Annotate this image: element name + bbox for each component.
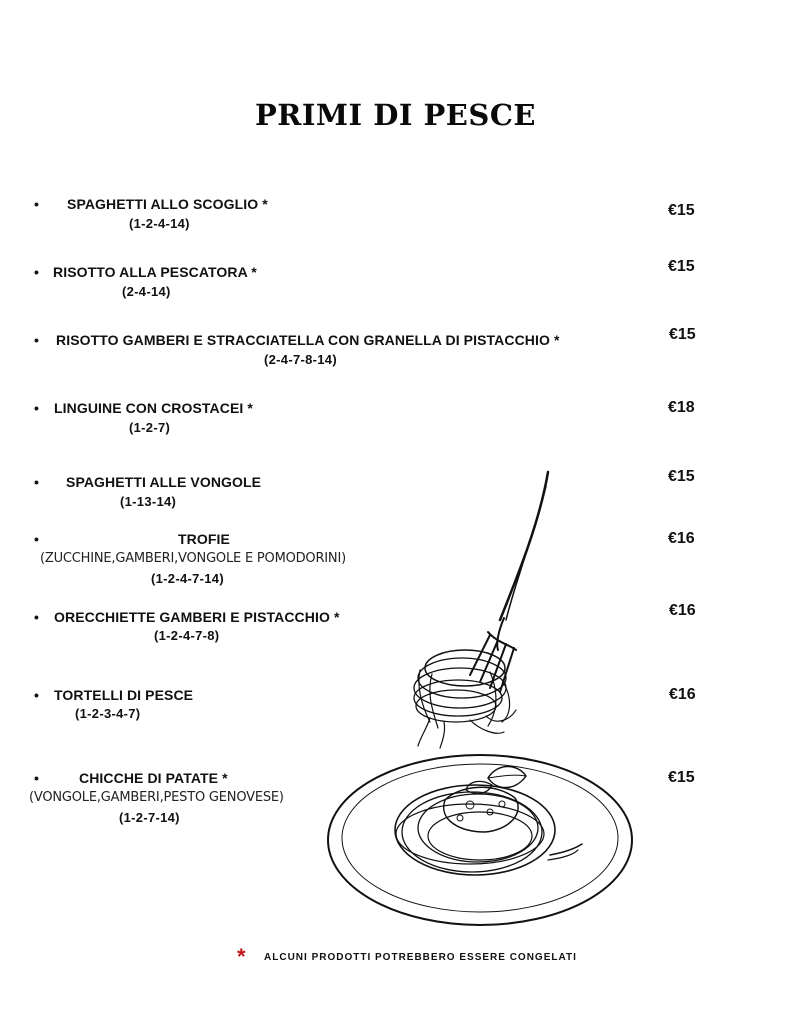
item-allergens: (2-4-7-8-14): [264, 352, 337, 367]
page-title: PRIMI DI PESCE: [254, 98, 537, 132]
bullet: •: [34, 400, 39, 416]
bullet: •: [34, 332, 39, 348]
item-allergens: (1-2-7-14): [119, 810, 180, 825]
item-allergens: (1-2-7): [129, 420, 171, 435]
item-name: TORTELLI DI PESCE: [54, 687, 194, 703]
footnote: [237, 944, 577, 970]
item-name: RISOTTO GAMBERI E STRACCIATELLA CON GRANELLA DI PISTACCHIO *: [56, 332, 560, 348]
bullet: •: [34, 609, 39, 625]
item-allergens: (1-2-4-14): [129, 216, 190, 231]
bullet: •: [34, 687, 39, 703]
bullet: •: [34, 770, 39, 786]
item-price: €16: [669, 686, 696, 703]
item-price: €15: [669, 326, 696, 343]
item-description: (VONGOLE,GAMBERI,PESTO GENOVESE): [29, 790, 284, 805]
item-price: €16: [668, 530, 695, 547]
bullet: •: [34, 264, 39, 280]
item-allergens: (1-13-14): [120, 494, 177, 509]
item-name: SPAGHETTI ALLO SCOGLIO *: [67, 196, 268, 212]
item-name: SPAGHETTI ALLE VONGOLE: [66, 474, 262, 490]
item-description: (ZUCCHINE,GAMBERI,VONGOLE E POMODORINI): [40, 551, 346, 566]
item-allergens: (1-2-3-4-7): [75, 706, 141, 721]
asterisk-icon: *: [237, 944, 246, 969]
item-name: ORECCHIETTE GAMBERI E PISTACCHIO *: [54, 609, 340, 625]
bullet: •: [34, 474, 39, 490]
item-name: TROFIE: [178, 531, 230, 547]
item-allergens: (1-2-4-7-8): [154, 628, 220, 643]
item-allergens: (2-4-14): [122, 284, 171, 299]
item-name: CHICCHE DI PATATE *: [79, 770, 228, 786]
footnote-text: ALCUNI PRODOTTI POTREBBERO ESSERE CONGELATI: [264, 951, 577, 963]
item-price: €16: [669, 602, 696, 619]
item-price: €15: [668, 769, 695, 786]
item-price: €15: [668, 468, 695, 485]
item-price: €15: [668, 258, 695, 275]
item-allergens: (1-2-4-7-14): [151, 571, 224, 586]
bullet: •: [34, 531, 39, 547]
item-name: LINGUINE CON CROSTACEI *: [54, 400, 253, 416]
item-price: €18: [668, 399, 695, 416]
spaghetti-fork-plate-drawing: [320, 460, 640, 930]
item-price: €15: [668, 202, 695, 219]
item-name: RISOTTO ALLA PESCATORA *: [53, 264, 257, 280]
bullet: •: [34, 196, 39, 212]
